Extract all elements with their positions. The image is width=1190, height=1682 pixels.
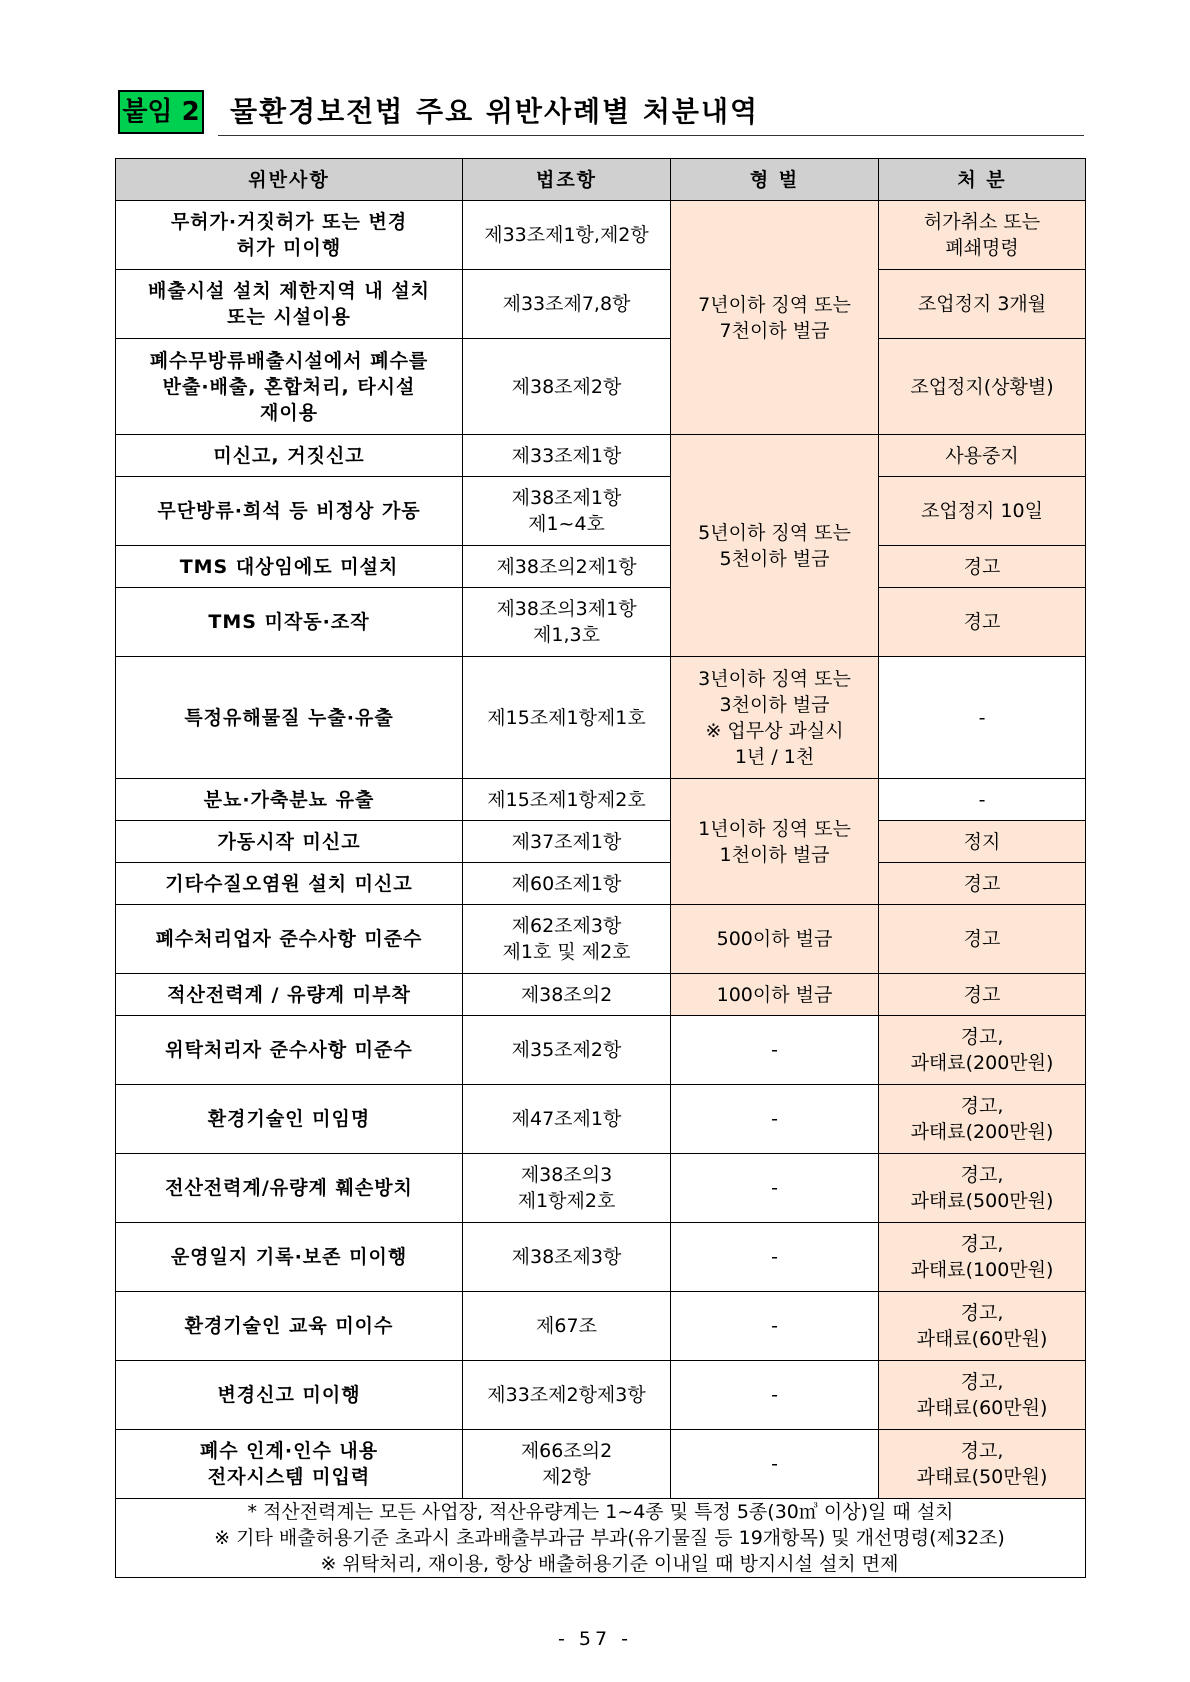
notes-cell xyxy=(116,1499,1086,1578)
article-cell: 제38조의3 제1항제2호 xyxy=(463,1154,671,1223)
title-block xyxy=(118,90,1084,136)
table-row xyxy=(116,821,1086,863)
article-cell: 제35조제2항 xyxy=(463,1016,671,1085)
note-line: * 적산전력계는 모든 사업장, 적산유량계는 1~4종 및 특정 5종(30㎥ 이상)일 때 설치 xyxy=(247,1501,954,1523)
violation-cell: 환경기술인 미임명 xyxy=(116,1085,463,1154)
disposition-cell: 경고, 과태료(100만원) xyxy=(879,1223,1086,1292)
penalty-cell: 7년이하 징역 또는 7천이하 벌금 xyxy=(671,201,879,435)
disposition-cell: 경고 xyxy=(879,863,1086,905)
column-header-disposition: 처 분 xyxy=(879,159,1086,201)
article-cell: 제38조의2제1항 xyxy=(463,546,671,588)
disposition-cell: 경고, 과태료(500만원) xyxy=(879,1154,1086,1223)
violation-cell: 가동시작 미신고 xyxy=(116,821,463,863)
violation-cell: 미신고, 거짓신고 xyxy=(116,435,463,477)
article-cell: 제38조의2 xyxy=(463,974,671,1016)
table-row xyxy=(116,1430,1086,1499)
violation-cell: TMS 미작동·조작 xyxy=(116,588,463,657)
disposition-cell: 경고, 과태료(200만원) xyxy=(879,1016,1086,1085)
disposition-cell: 경고 xyxy=(879,546,1086,588)
table-row xyxy=(116,339,1086,435)
penalty-cell: - xyxy=(671,1154,879,1223)
article-cell: 제67조 xyxy=(463,1292,671,1361)
penalty-cell: 500이하 벌금 xyxy=(671,905,879,974)
violation-cell: 폐수 인계·인수 내용 전자시스템 미입력 xyxy=(116,1430,463,1499)
penalty-cell: - xyxy=(671,1361,879,1430)
title-underline xyxy=(218,135,1084,136)
column-header-penalty: 형 벌 xyxy=(671,159,879,201)
article-cell: 제38조제1항 제1~4호 xyxy=(463,477,671,546)
disposition-cell: - xyxy=(879,779,1086,821)
penalty-cell: - xyxy=(671,1016,879,1085)
table-row xyxy=(116,546,1086,588)
table-row xyxy=(116,974,1086,1016)
notes-row xyxy=(116,1499,1086,1578)
table-row xyxy=(116,477,1086,546)
table-row xyxy=(116,270,1086,339)
article-cell: 제38조의3제1항 제1,3호 xyxy=(463,588,671,657)
violation-cell: 폐수처리업자 준수사항 미준수 xyxy=(116,905,463,974)
article-cell: 제33조제1항 xyxy=(463,435,671,477)
penalty-cell: 1년이하 징역 또는 1천이하 벌금 xyxy=(671,779,879,905)
penalty-cell: - xyxy=(671,1430,879,1499)
article-cell: 제38조제3항 xyxy=(463,1223,671,1292)
violation-cell: 기타수질오염원 설치 미신고 xyxy=(116,863,463,905)
violation-cell: 배출시설 설치 제한지역 내 설치 또는 시설이용 xyxy=(116,270,463,339)
violation-cell: 적산전력계 / 유량계 미부착 xyxy=(116,974,463,1016)
disposition-cell: 경고 xyxy=(879,588,1086,657)
disposition-cell: 경고, 과태료(60만원) xyxy=(879,1292,1086,1361)
penalty-cell: 5년이하 징역 또는 5천이하 벌금 xyxy=(671,435,879,657)
disposition-cell: 조업정지 3개월 xyxy=(879,270,1086,339)
penalty-cell: - xyxy=(671,1223,879,1292)
article-cell: 제62조제3항 제1호 및 제2호 xyxy=(463,905,671,974)
table-row xyxy=(116,905,1086,974)
table-row xyxy=(116,201,1086,270)
violation-cell: 환경기술인 교육 미이수 xyxy=(116,1292,463,1361)
violation-cell: 변경신고 미이행 xyxy=(116,1361,463,1430)
disposition-cell: 경고 xyxy=(879,905,1086,974)
penalty-cell: 3년이하 징역 또는 3천이하 벌금 ※ 업무상 과실시 1년 / 1천 xyxy=(671,657,879,779)
penalty-cell: 100이하 벌금 xyxy=(671,974,879,1016)
page-title: 물환경보전법 주요 위반사례별 처분내역 xyxy=(230,95,760,128)
disposition-cell: 경고 xyxy=(879,974,1086,1016)
article-cell: 제47조제1항 xyxy=(463,1085,671,1154)
disposition-cell: 경고, 과태료(50만원) xyxy=(879,1430,1086,1499)
disposition-cell: - xyxy=(879,657,1086,779)
article-cell: 제38조제2항 xyxy=(463,339,671,435)
attachment-badge: 붙임 2 xyxy=(118,90,204,134)
disposition-cell: 정지 xyxy=(879,821,1086,863)
article-cell: 제33조제1항,제2항 xyxy=(463,201,671,270)
table-row xyxy=(116,1085,1086,1154)
violation-cell: 폐수무방류배출시설에서 폐수를 반출·배출, 혼합처리, 타시설 재이용 xyxy=(116,339,463,435)
note-line: ※ 기타 배출허용기준 초과시 초과배출부과금 부과(유기물질 등 19개항목) 및 개선명령(제32조) xyxy=(214,1527,1005,1549)
disposition-cell: 경고, 과태료(60만원) xyxy=(879,1361,1086,1430)
note-line: ※ 위탁처리, 재이용, 항상 배출허용기준 이내일 때 방지시설 설치 면제 xyxy=(320,1553,899,1575)
article-cell: 제15조제1항제1호 xyxy=(463,657,671,779)
violation-table xyxy=(115,158,1086,1578)
penalty-cell: - xyxy=(671,1292,879,1361)
disposition-cell: 경고, 과태료(200만원) xyxy=(879,1085,1086,1154)
table-row xyxy=(116,588,1086,657)
article-cell: 제60조제1항 xyxy=(463,863,671,905)
table-header-row xyxy=(116,159,1086,201)
violation-cell: 운영일지 기록·보존 미이행 xyxy=(116,1223,463,1292)
table-row xyxy=(116,1361,1086,1430)
table-row xyxy=(116,435,1086,477)
column-header-article: 법조항 xyxy=(463,159,671,201)
table-row xyxy=(116,1016,1086,1085)
disposition-cell: 사용중지 xyxy=(879,435,1086,477)
article-cell: 제37조제1항 xyxy=(463,821,671,863)
column-header-violation: 위반사항 xyxy=(116,159,463,201)
violation-cell: 전산전력계/유량계 훼손방치 xyxy=(116,1154,463,1223)
table-row xyxy=(116,657,1086,779)
table-row xyxy=(116,863,1086,905)
table-row xyxy=(116,1223,1086,1292)
disposition-cell: 허가취소 또는 폐쇄명령 xyxy=(879,201,1086,270)
penalty-cell: - xyxy=(671,1085,879,1154)
article-cell: 제33조제7,8항 xyxy=(463,270,671,339)
article-cell: 제33조제2항제3항 xyxy=(463,1361,671,1430)
violation-cell: 무허가·거짓허가 또는 변경 허가 미이행 xyxy=(116,201,463,270)
table-row xyxy=(116,779,1086,821)
page-number: - 57 - xyxy=(558,1628,632,1650)
disposition-cell: 조업정지 10일 xyxy=(879,477,1086,546)
violation-cell: 위탁처리자 준수사항 미준수 xyxy=(116,1016,463,1085)
violation-cell: 특정유해물질 누출·유출 xyxy=(116,657,463,779)
table-row xyxy=(116,1154,1086,1223)
table-row xyxy=(116,1292,1086,1361)
violation-cell: 분뇨·가축분뇨 유출 xyxy=(116,779,463,821)
violation-cell: 무단방류·희석 등 비정상 가동 xyxy=(116,477,463,546)
article-cell: 제66조의2 제2항 xyxy=(463,1430,671,1499)
article-cell: 제15조제1항제2호 xyxy=(463,779,671,821)
violation-cell: TMS 대상임에도 미설치 xyxy=(116,546,463,588)
disposition-cell: 조업정지(상황별) xyxy=(879,339,1086,435)
